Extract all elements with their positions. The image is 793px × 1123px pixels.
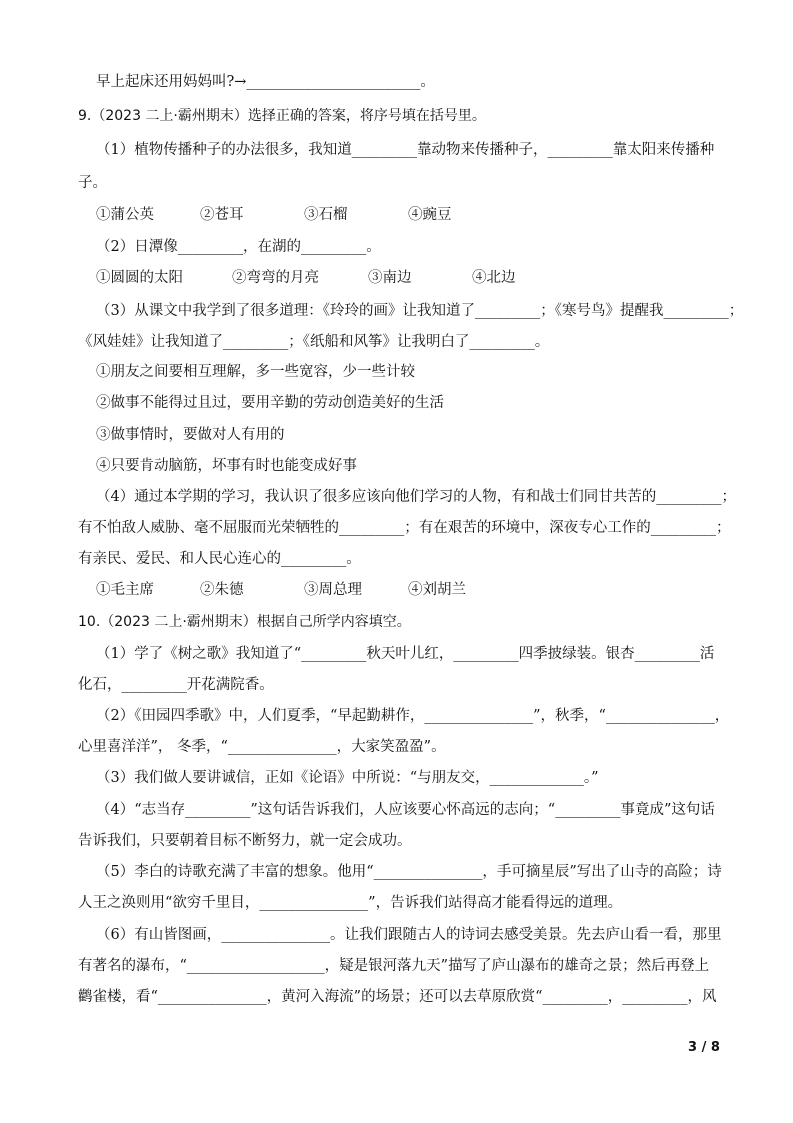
text-line: 化石，_________开花满院香。 [78, 677, 274, 693]
text-line: 鹳雀楼，看“_______________，黄河入海流”的场景；还可以去草原欣赏“_________，_________，风 [78, 989, 717, 1005]
option-item: ②朱德 [200, 582, 244, 598]
option-item: ②弯弯的月亮 [232, 270, 319, 286]
question-heading: 10.（2023 二上·霸州期末）根据自己所学内容填空。 [78, 614, 411, 630]
options-line: ①圆圆的太阳 ②弯弯的月亮 ③南边 ④北边 [96, 270, 516, 286]
text-line: ④只要肯动脑筋，坏事有时也能变成好事 [96, 458, 357, 474]
question-heading: 9.（2023 二上·霸州期末）选择正确的答案，将序号填在括号里。 [78, 108, 486, 124]
text-line: 《风娃娃》让我知道了_________；《纸船和风筝》让我明白了_________。 [78, 334, 550, 350]
text-line: （5）李白的诗歌充满了丰富的想象。他用“_______________，手可摘星辰”写出了山寺的高险；诗 [96, 864, 722, 880]
text-line: （3）从课文中我学到了很多道理：《玲玲的画》让我知道了_________；《寒号鸟》提醒我_________； [96, 303, 744, 319]
option-item: ①毛主席 [96, 582, 154, 598]
option-item: ③周总理 [304, 582, 362, 598]
option-item: ③南边 [368, 270, 412, 286]
text-line: 有著名的瀑布，“___________________，疑是银河落九天”描写了庐山瀑布的雄奇之景；然后再登上 [78, 958, 710, 974]
page-number: 3 / 8 [688, 1040, 720, 1055]
option-item: ③石榴 [304, 207, 348, 223]
text-line: （6）有山皆图画，_______________。让我们跟随古人的诗词去感受美景。先去庐山看一看，那里 [96, 927, 722, 943]
options-line: ①蒲公英 ②苍耳 ③石榴 ④豌豆 [96, 207, 452, 223]
text-line: （1）植物传播种子的办法很多，我知道_________靠动物来传播种子，_________靠太阳来传播种 [96, 142, 715, 158]
options-line: ①毛主席 ②朱德 ③周总理 ④刘胡兰 [96, 582, 466, 598]
text-line: （4）“志当存_________”这句话告诉我们，人应该要心怀高远的志向；“_________事竟成”这句话 [96, 802, 715, 818]
text-line: （2）日潭像_________，在湖的_________。 [96, 239, 381, 255]
text-line: 早上起床还用妈妈叫?→________________________。 [96, 74, 435, 90]
option-item: ②苍耳 [200, 207, 244, 223]
text-line: （4）通过本学期的学习，我认识了很多应该向他们学习的人物，有和战士们同甘共苦的_________； [96, 489, 736, 505]
text-line: ①朋友之间要相互理解，多一些宽容，少一些计较 [96, 364, 415, 380]
text-line: 子。 [78, 175, 107, 191]
text-line: 有亲民、爱民、和人民心连心的_________。 [78, 551, 361, 567]
text-line: ③做事情时，要做对人有用的 [96, 427, 285, 443]
text-line: 告诉我们，只要朝着目标不断努力，就一定会成功。 [78, 833, 412, 849]
text-line: （3）我们做人要讲诚信，正如《论语》中所说：“与朋友交，_____________。” [96, 770, 599, 786]
text-line: 人王之涣则用“欲穷千里目，_______________”，告诉我们站得高才能看得远的道理。 [78, 895, 623, 911]
text-line: 心里喜洋洋”， 冬季，“_______________，大家笑盈盈”。 [78, 739, 446, 755]
option-item: ①圆圆的太阳 [96, 270, 183, 286]
text-line: 有不怕敌人威胁、毫不屈服而光荣牺牲的_________；有在艰苦的环境中，深夜专心工作的_________； [78, 520, 731, 536]
option-item: ①蒲公英 [96, 207, 154, 223]
text-line: ②做事不能得过且过，要用辛勤的劳动创造美好的生活 [96, 395, 444, 411]
text-line: （2）《田园四季歌》中，人们夏季，“早起勤耕作，_______________”，秋季，“_______________， [96, 708, 730, 724]
text-line: （1）学了《树之歌》我知道了“_________秋天叶儿红，_________四季披绿装。银杏_________活 [96, 646, 715, 662]
